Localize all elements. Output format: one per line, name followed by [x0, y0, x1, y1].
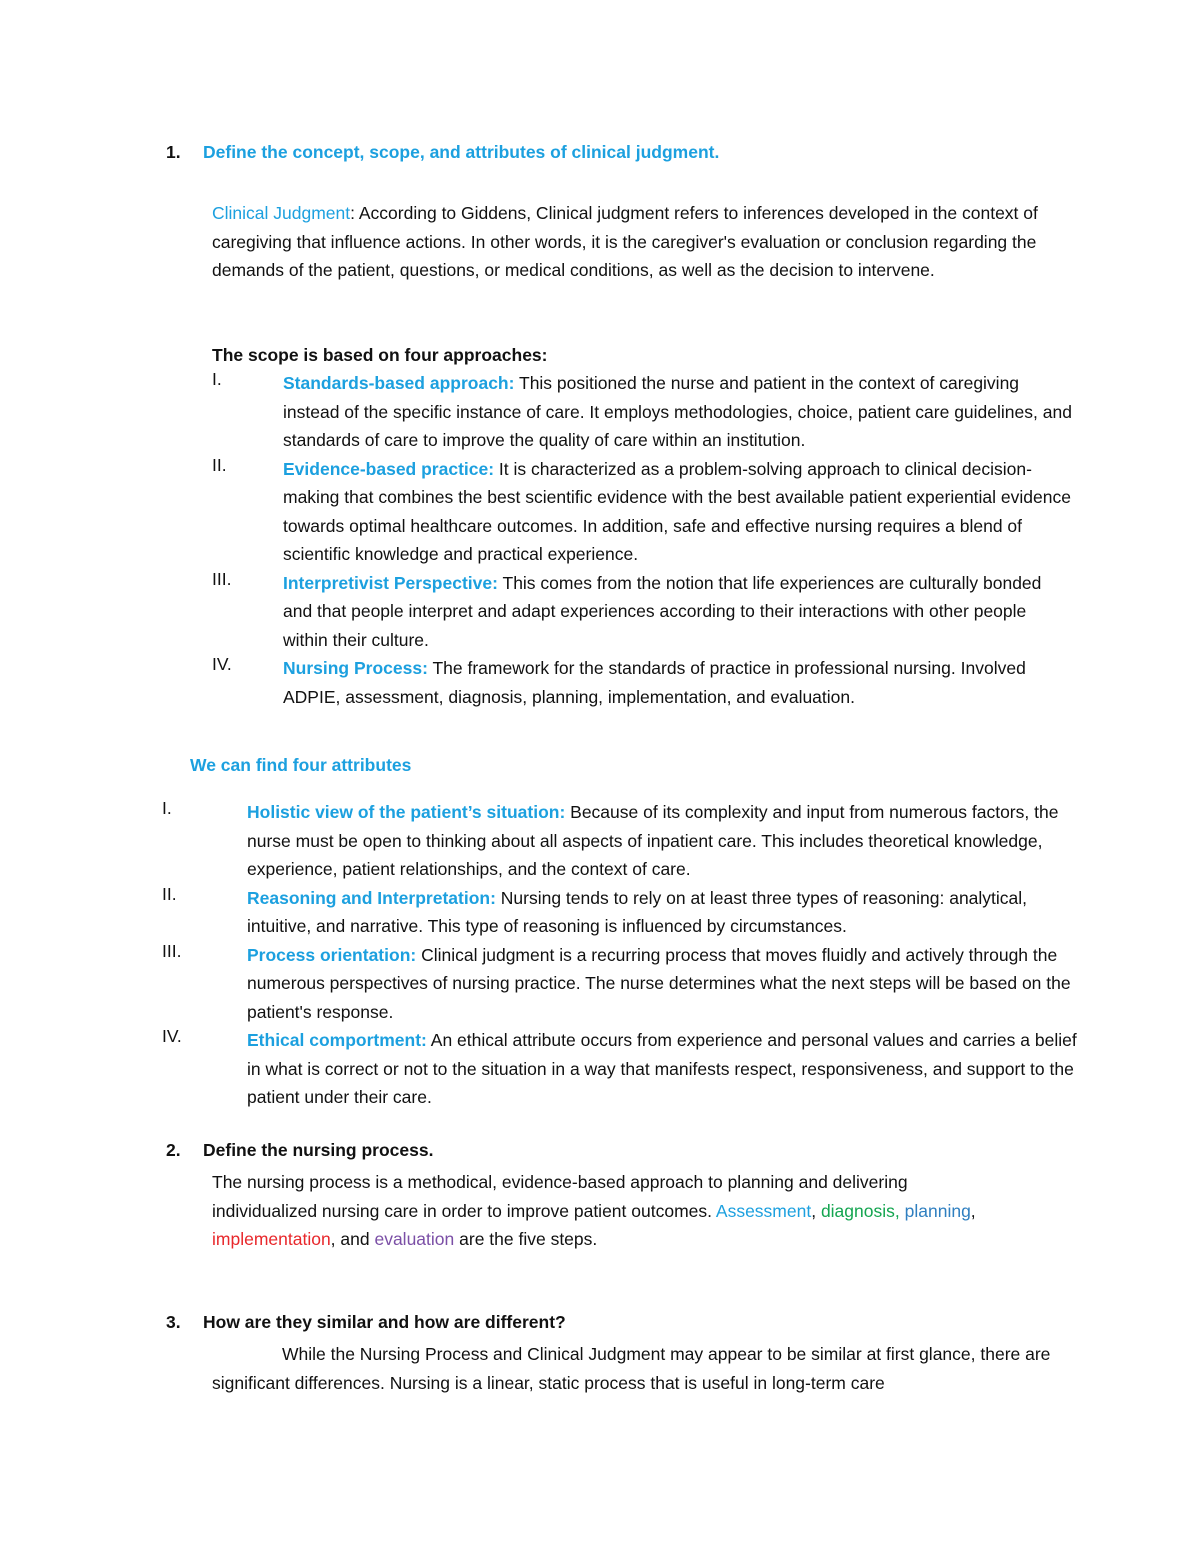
attribute-numeral: IV. — [162, 1026, 182, 1046]
attribute-numeral: III. — [162, 940, 182, 961]
approach-numeral: II. — [212, 454, 227, 475]
approaches-list — [212, 369, 1073, 711]
attribute-label: Ethical comportment: — [247, 1030, 427, 1050]
attribute-text: Nursing tends to rely on at least three types of reasoning: analytical, intuitive, and narrative. This type of reasoning is influenced by circumstances. — [247, 887, 1028, 936]
approach-numeral: IV. — [212, 654, 232, 674]
clinical-judgment-text: : According to Giddens, Clinical judgment refers to inferences developed in the context of caregiving that influence actions. In other words, it is the caregiver's evaluation or conclusion regarding the demands of the patient, questions, or medical conditions, as well as the decision to intervene. — [212, 203, 1038, 280]
approach-text: This positioned the nurse and patient in the context of caregiving instead of the specific instance of care. It employs methodologies, choice, patient care guidelines, and standards of care to improve the quality of care within an institution. — [283, 373, 1072, 450]
approach-item — [212, 454, 1073, 569]
approach-text: The framework for the standards of practice in professional nursing. Involved ADPIE, assessment, diagnosis, planning, implementation, and evaluation. — [283, 658, 1026, 707]
attribute-text: Because of its complexity and input from numerous factors, the nurse must be open to thinking about all aspects of inpatient care. This includes theoretical knowledge, experience, patient relationships, and the context of care. — [247, 802, 1059, 879]
attribute-label: Holistic view of the patient’s situation: — [247, 802, 566, 822]
attribute-item — [162, 940, 1077, 1027]
step-assessment: Assessment — [715, 1200, 812, 1221]
comparison-text: While the Nursing Process and Clinical Judgment may appear to be similar at first glance, there are significant differences. Nursing is a linear, static process that is useful in long-term care — [212, 1344, 1051, 1393]
approach-numeral: III. — [212, 568, 232, 589]
question-2-number: 2. — [166, 1140, 181, 1160]
attribute-numeral: II. — [162, 883, 177, 904]
approach-label: Evidence-based practice: — [283, 458, 495, 479]
approach-item — [212, 568, 1073, 655]
step-planning: planning — [904, 1200, 971, 1221]
approach-label: Interpretivist Perspective: — [283, 572, 498, 593]
attribute-label: Reasoning and Interpretation: — [247, 887, 496, 908]
attribute-text: An ethical attribute occurs from experience and personal values and carries a belief in what is correct or not to the situation in a way that manifests respect, responsiveness, and support to the patient under their care. — [247, 1030, 1077, 1107]
attribute-item — [162, 1026, 1077, 1112]
separator: , and — [330, 1229, 375, 1249]
scope-heading — [212, 341, 1092, 370]
approach-text: This comes from the notion that life experiences are culturally bonded and that people interpret and adapt experiences according to their interactions with other people within their culture. — [283, 572, 1042, 650]
attribute-item — [162, 883, 1077, 941]
approach-item — [212, 369, 1073, 455]
approach-item — [212, 654, 1073, 711]
attribute-label: Process orientation: — [247, 944, 417, 965]
separator: , — [811, 1200, 821, 1221]
approach-label: Standards-based approach: — [283, 373, 515, 393]
question-1-number: 1. — [166, 142, 181, 162]
question-3-title: How are they similar and how are different? — [203, 1312, 566, 1332]
nursing-process-text: The nursing process is a methodical, evidence-based approach to planning and delivering individualized nursing care in order to improve patient outcomes. — [212, 1172, 908, 1221]
separator: , — [970, 1200, 976, 1221]
attribute-text: Clinical judgment is a recurring process that moves fluidly and actively through the numerous perspectives of nursing practice. The nurse determines what the next steps will be based on the patient's response. — [247, 944, 1071, 1022]
approach-text: It is characterized as a problem-solving approach to clinical decision-making that combines the best scientific evidence with the best available patient experiential evidence towards optimal healthcare outcomes. In addition, safe and effective nursing requires a blend of scientific knowledge and practical experience. — [283, 458, 1071, 564]
attribute-numeral: I. — [162, 798, 172, 818]
attributes-list — [162, 798, 1077, 1112]
step-diagnosis: diagnosis, — [820, 1200, 900, 1221]
attributes-heading: We can find four attributes — [190, 755, 412, 775]
approach-numeral: I. — [212, 369, 222, 389]
scope-heading-text: The scope is based on four approaches: — [212, 345, 548, 365]
comparison-paragraph — [212, 1340, 1072, 1397]
step-implementation: implementation — [212, 1229, 331, 1249]
nursing-process-definition — [212, 1168, 1012, 1254]
attribute-item — [162, 798, 1077, 884]
question-3-number: 3. — [166, 1312, 181, 1332]
clinical-judgment-definition — [212, 199, 1092, 285]
approach-label: Nursing Process: — [283, 658, 428, 678]
step-evaluation: evaluation — [374, 1229, 455, 1249]
clinical-judgment-label: Clinical Judgment — [212, 203, 351, 223]
question-2-title: Define the nursing process. — [203, 1140, 434, 1160]
nursing-process-text-end: are the five steps. — [454, 1229, 598, 1249]
question-1-title: Define the concept, scope, and attributes of clinical judgment. — [203, 142, 720, 162]
